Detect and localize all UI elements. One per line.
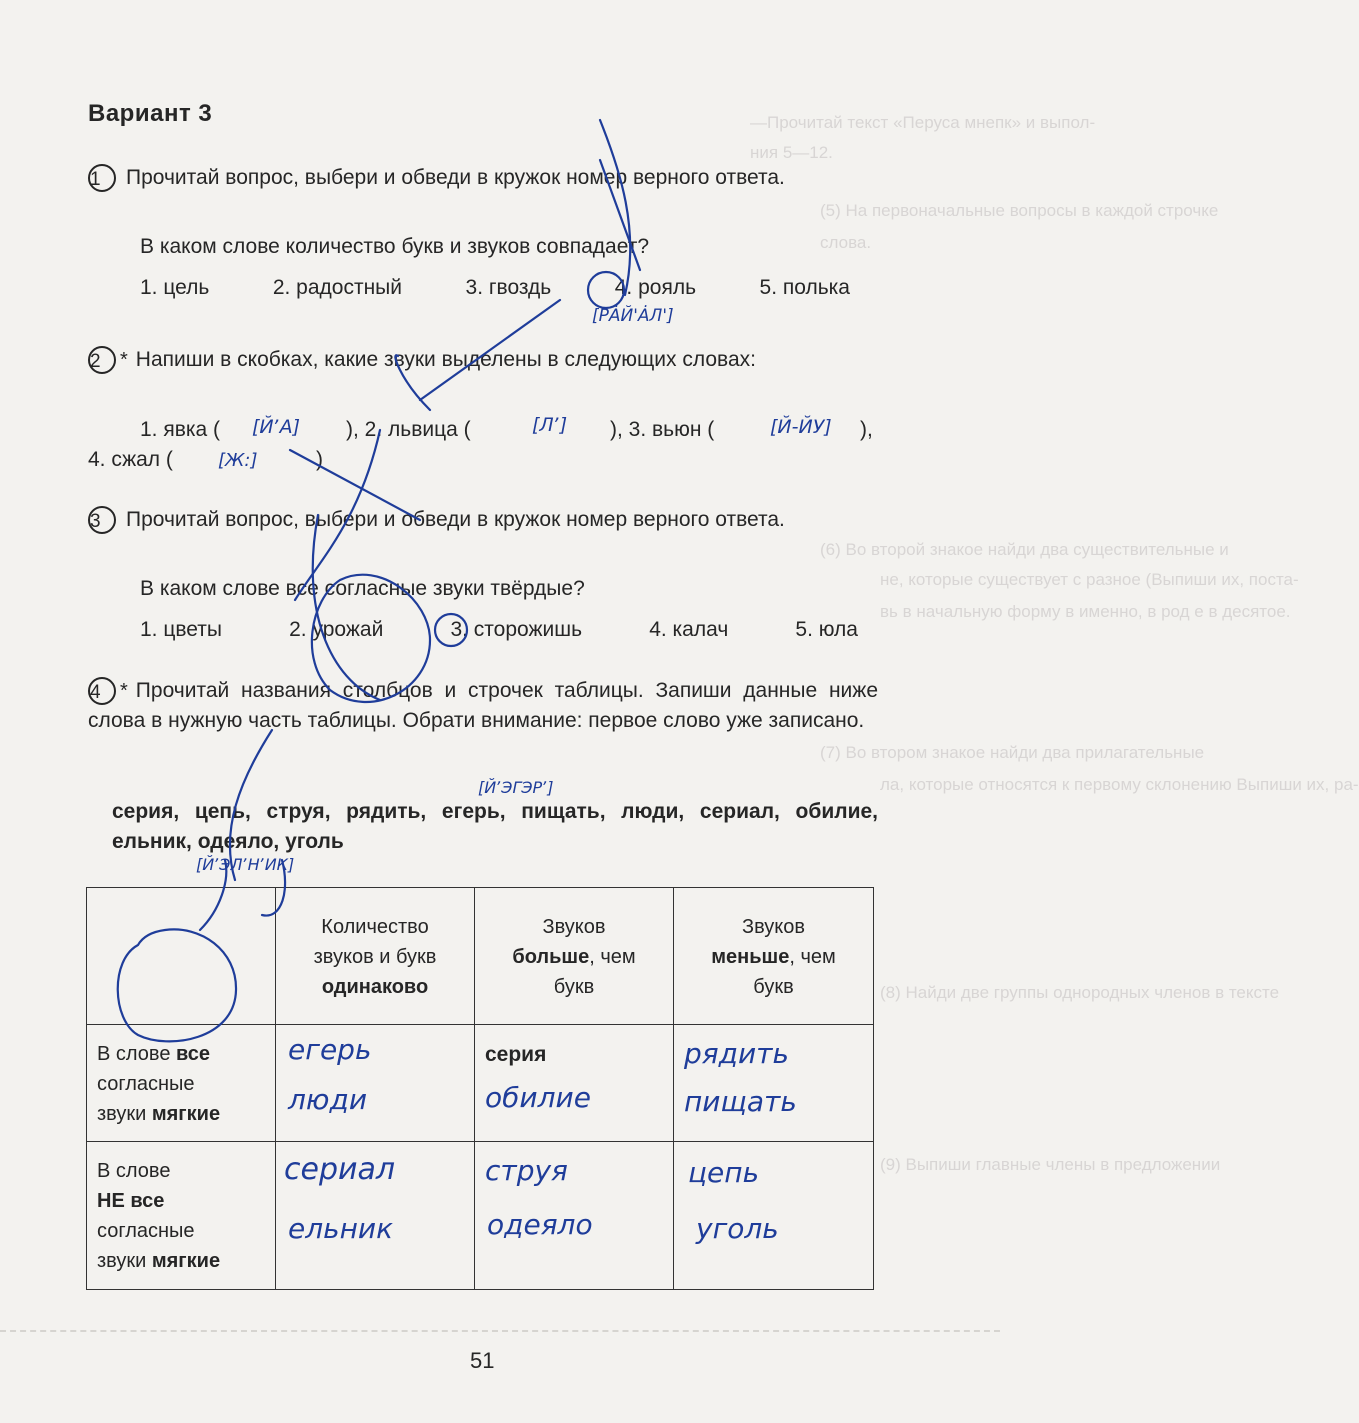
handwritten-word: егерь [288, 1033, 372, 1066]
option: 2. урожай [289, 618, 384, 641]
option: 2. радостный [272, 276, 403, 299]
row-header-line: В слове [97, 1160, 171, 1182]
bleed-line: (7) Во втором знакое найди два прилагательные [820, 743, 1205, 762]
bleed-line: ла, которые относятся к первому склонению Выпиши их, ра- [880, 775, 1359, 794]
handwritten-answer: [ЙʼА] [252, 416, 301, 438]
big-zero [118, 929, 236, 1041]
task-number: 4 [88, 677, 116, 705]
row-header-line: НЕ все [97, 1190, 165, 1212]
row-text: звуки [97, 1103, 147, 1125]
option: 3. гвоздь [465, 276, 552, 299]
printed-example-word: серия [485, 1043, 547, 1066]
item-end: ), [860, 418, 873, 441]
task-2-item-2: ), 2. львица ( [346, 418, 471, 441]
header-line: букв [753, 976, 794, 998]
task-1-question: В каком слове количество букв и звуков совпадает? [140, 235, 650, 258]
handwritten-word: сериал [284, 1152, 396, 1187]
handwritten-word: люди [288, 1083, 368, 1116]
bleed-line: —Прочитай текст «Перуса мнепк» и выпол- [750, 113, 1096, 132]
bleed-line: ния 5—12. [750, 143, 833, 162]
row-header-line: согласные [97, 1073, 195, 1095]
item-end: ) [316, 448, 323, 471]
strike-line [200, 860, 226, 930]
option: 1. цель [140, 276, 210, 299]
handwritten-word: цепь [688, 1156, 760, 1189]
option: 1. цветы [140, 618, 222, 641]
strike-line [290, 450, 420, 520]
page-number: 51 [470, 1348, 495, 1373]
strike-line [230, 730, 272, 880]
task-number: 3 [88, 506, 116, 534]
header-rest: , чем [589, 946, 636, 968]
header-line: Звуков [742, 916, 805, 938]
answer-circle-4 [588, 272, 624, 308]
bleed-line: вь в начальную форму в именно, в род е в десятое. [880, 602, 1291, 621]
handwritten-word: уголь [696, 1212, 779, 1245]
bleed-line: не, которые существует с разное (Выпиши их, поста- [880, 570, 1299, 589]
header-rest: , чем [789, 946, 836, 968]
task-4-text: Прочитай названия столбцов и строчек таблицы. Запиши данные ниже слова в нужную часть таблицы. Обрати внимание: первое слово уже записано. [88, 679, 878, 732]
option: 4. калач [649, 618, 729, 641]
bleed-line: слова. [820, 233, 872, 252]
word-list: серия, цепь, струя, рядить, егерь, пищать, люди, сериал, обилие, ельник, одеяло, уголь [112, 800, 878, 853]
header-line: звуков и букв [313, 946, 437, 968]
handwritten-word: ельник [288, 1212, 394, 1245]
handwritten-word: обилие [485, 1081, 591, 1114]
star-mark: * [120, 349, 128, 371]
task-1-text: Прочитай вопрос, выбери и обведи в кружок номер верного ответа. [126, 166, 785, 189]
page-title: Вариант 3 [88, 100, 213, 127]
option-selected: 3. сторожишь [450, 618, 583, 641]
task-3-question: В каком слове все согласные звуки твёрдые? [140, 577, 585, 600]
bleed-line: (9) Выпиши главные члены в предложении [880, 1155, 1221, 1174]
row-bold: все [176, 1043, 211, 1065]
header-line: Звуков [542, 916, 606, 938]
row-header-line: согласные [97, 1220, 195, 1242]
bleed-line: (8) Найди две группы однородных членов в тексте [880, 983, 1280, 1002]
task-2-item-3: ), 3. вьюн ( [610, 418, 715, 441]
row-text: звуки [97, 1250, 147, 1272]
header-bold: меньше [711, 946, 790, 968]
header-line: букв [553, 976, 595, 998]
task-number: 2 [88, 346, 116, 374]
handwritten-word: рядить [684, 1037, 789, 1070]
strike-line [262, 860, 285, 916]
bleed-line: (5) На первоначальные вопросы в каждой строчке [820, 201, 1219, 220]
handwritten-transcription: [РА̇Й'А̇Л'] [592, 306, 674, 326]
task-2-item-4: 4. сжал ( [88, 448, 173, 471]
star-mark: * [120, 680, 128, 702]
header-bold: больше [512, 946, 590, 968]
row-bold: мягкие [151, 1250, 221, 1272]
handwritten-answer: [Й-ЙУ] [770, 416, 832, 438]
task-3-text: Прочитай вопрос, выбери и обведи в кружок номер верного ответа. [126, 508, 785, 531]
strike-line [420, 300, 560, 400]
item-label: 1. явка ( [140, 418, 221, 441]
header-line: одинаково [321, 976, 429, 998]
handwritten-answer: [Ж:] [218, 450, 258, 471]
strike-line [600, 120, 630, 295]
strike-line [312, 575, 430, 702]
handwritten-word: одеяло [487, 1208, 593, 1241]
option-selected: 4. рояль [614, 276, 697, 299]
strike-line [313, 515, 380, 700]
strike-line [395, 355, 430, 410]
bleed-line: (6) Во второй знакое найди два существительные и [820, 540, 1229, 559]
row-bold: мягкие [151, 1103, 221, 1125]
handwritten-word: струя [485, 1154, 568, 1187]
row-text: В слове [97, 1043, 171, 1065]
task-number: 1 [88, 164, 116, 192]
handwritten-answer: [Лʼ] [532, 414, 568, 436]
task-2-text: Напиши в скобках, какие звуки выделены в следующих словах: [135, 348, 756, 371]
handwritten-transcription: [ЙʼЭЛʼНʼИК] [196, 855, 295, 874]
answer-circle-3 [435, 614, 467, 646]
header-line: Количество [321, 916, 429, 938]
option: 5. полька [759, 276, 850, 299]
option: 5. юла [795, 618, 858, 641]
handwritten-transcription: [ЙʼЭГЭРʼ] [478, 778, 554, 797]
handwritten-word: пищать [684, 1085, 797, 1118]
